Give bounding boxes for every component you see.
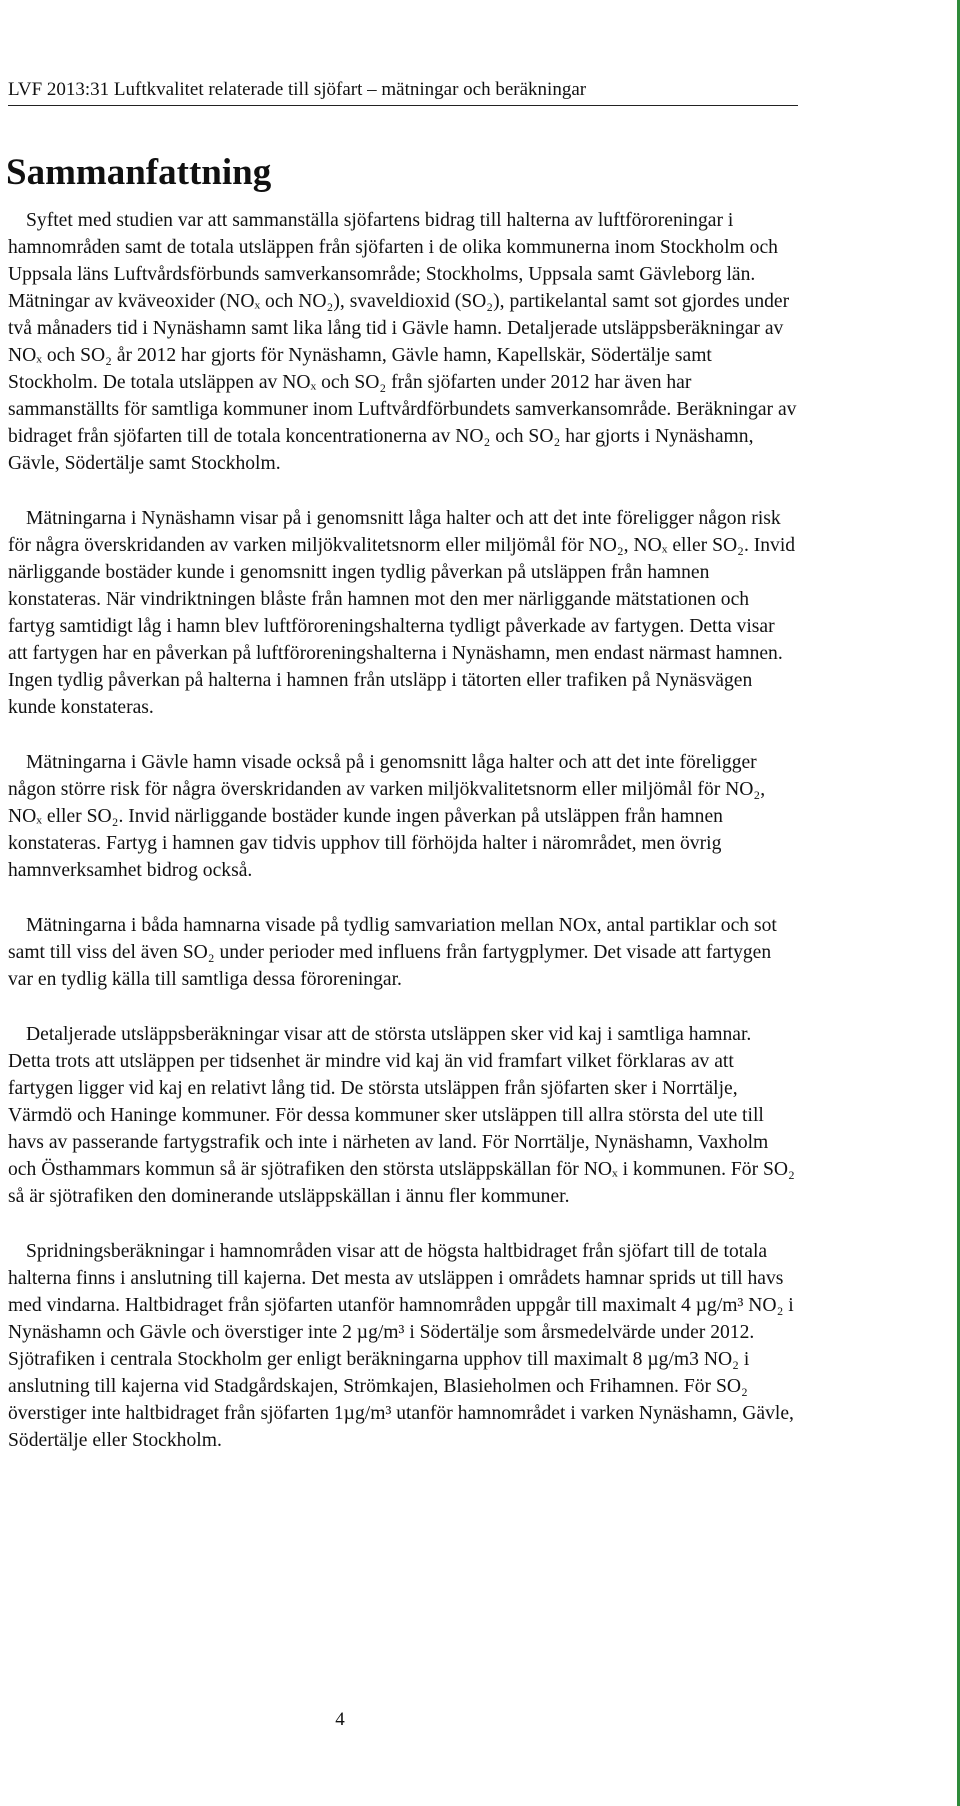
section-title: Sammanfattning <box>6 152 272 193</box>
paragraph-emissions: Detaljerade utsläppsberäkningar visar att de största utsläppen sker vid kaj i samtliga hamnar. Detta trots att utsläppen per tidsenhet är mindre vid kaj än vid framfart vilket förklaras av att fartygen ligger vid kaj en relativt lång tid. De största utsläppen från sjöfarten sker i Norrtälje, Värmdö och Haninge kommuner. För dessa kommuner sker utsläppen till allra största del ute till havs av passerande fartygstrafik och inte i närheten av land. För Norrtälje, Nynäshamn, Vaxholm och Östhammars kommun så är sjötrafiken den största utsläppskällan för NOₓ i kommunen. För SO₂ så är sjötrafiken den dominerande utsläppskällan i ännu fler kommuner. <box>8 1024 795 1207</box>
paragraph-nynashamn: Mätningarna i Nynäshamn visar på i genomsnitt låga halter och att det inte föreligger någon risk för några överskridanden av varken miljökvalitetsnorm eller miljömål för NO₂, NOₓ eller SO₂. Invid närliggande bostäder kunde i genomsnitt ingen tydlig påverkan på utsläppen från hamnen konstateras. När vindriktningen blåste från hamnen mot den mer närliggande mätstationen och fartyg samtidigt låg i hamn blev luftföroreningshalterna tydligt påverkade av fartygen. Detta visar att fartygen har en påverkan på luftföroreningshalterna i Nynäshamn, men endast närmast hamnen. Ingen tydlig påverkan på halterna i hamnen från utsläpp i tätorten eller trafiken på Nynäsvägen kunde konstateras. <box>8 508 796 718</box>
page-number: 4 <box>335 1709 345 1730</box>
paragraph-gavle: Mätningarna i Gävle hamn visade också på i genomsnitt låga halter och att det inte föreligger någon större risk för några överskridanden av varken miljökvalitetsnorm eller miljömål för NO₂, NOₓ eller SO₂. Invid närliggande bostäder kunde ingen påverkan på utsläppen från hamnen konstateras. Fartyg i hamnen gav tidvis upphov till förhöjda halter i närområdet, men övrig hamnverksamhet bidrog också. <box>8 752 766 881</box>
paragraph-dispersion: Spridningsberäkningar i hamnområden visar att de högsta haltbidraget från sjöfart till de totala halterna finns i anslutning till kajerna. Det mesta av utsläppen i områdets hamnar sprids ut till havs med vindarna. Haltbidraget från sjöfarten utanför hamnområden uppgår till maximalt 4 µg/m³ NO₂ i Nynäshamn och Gävle och överstiger inte 2 µg/m³ i Södertälje som årsmedelvärde under 2012. Sjötrafiken i centrala Stockholm ger enligt beräkningarna upphov till maximalt 8 µg/m3 NO₂ i anslutning till kajerna vid Stadgårdskajen, Strömkajen, Blasieholmen och Frihamnen. För SO₂ överstiger inte haltbidraget från sjöfarten 1µg/m³ utanför hamnområdet i varken Nynäshamn, Gävle, Södertälje eller Stockholm. <box>8 1241 794 1451</box>
summary-body <box>8 207 798 1482</box>
paragraph-covariation: Mätningarna i båda hamnarna visade på tydlig samvariation mellan NOx, antal partiklar och sot samt till viss del även SO₂ under perioder med influens från fartygplymer. Det visade att fartygen var en tydlig källa till samtliga dessa föroreningar. <box>8 915 777 990</box>
running-header: LVF 2013:31 Luftkvalitet relaterade till sjöfart – mätningar och beräkningar <box>8 78 798 106</box>
paragraph-purpose: Syftet med studien var att sammanställa sjöfartens bidrag till halterna av luftföroreningar i hamnområden samt de totala utsläppen från sjöfarten i de olika kommunerna inom Stockholm och Uppsala läns Luftvårdsförbunds samverkansområde; Stockholms, Uppsala samt Gävleborg län. Mätningar av kväveoxider (NOₓ och NO₂), svaveldioxid (SO₂), partikelantal samt sot gjordes under två månaders tid i Nynäshamn samt lika lång tid i Gävle hamn. Detaljerade utsläppsberäkningar av NOₓ och SO₂ år 2012 har gjorts för Nynäshamn, Gävle hamn, Kapellskär, Södertälje samt Stockholm. De totala utsläppen av NOₓ och SO₂ från sjöfarten under 2012 har även har sammanställts för samtliga kommuner inom Luftvårdförbundets samverkansområde. Beräkningar av bidraget från sjöfarten till de totala koncentrationerna av NO₂ och SO₂ har gjorts i Nynäshamn, Gävle, Södertälje samt Stockholm. <box>8 210 797 474</box>
